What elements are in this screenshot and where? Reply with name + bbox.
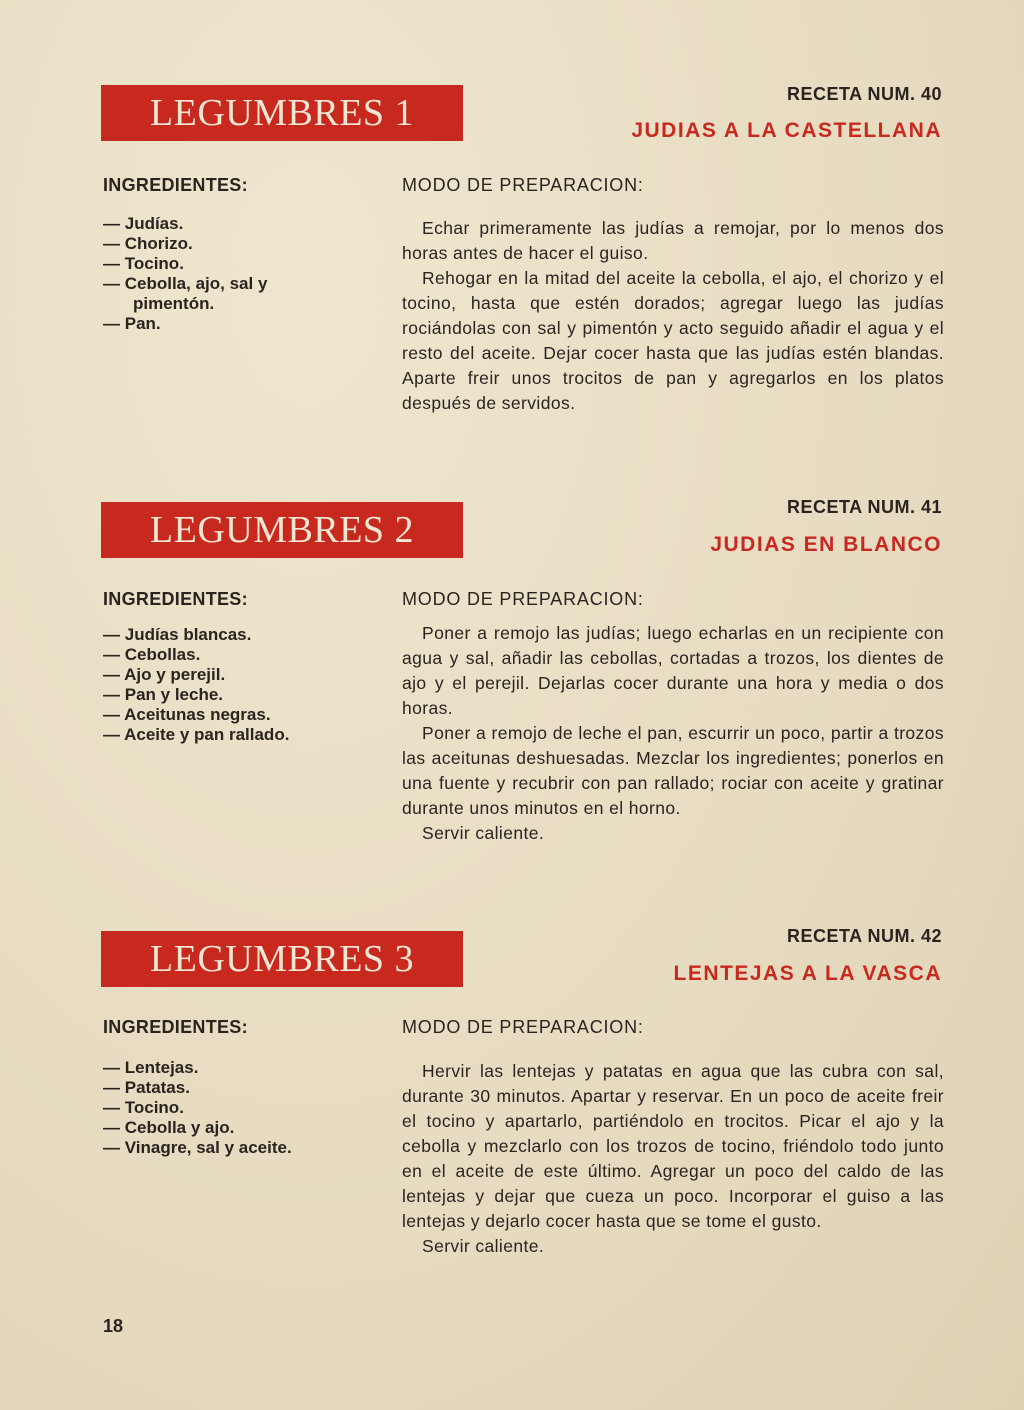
recipe-title: JUDIAS A LA CASTELLANA (631, 119, 942, 142)
recipe-number: RECETA NUM. 40 (786, 84, 942, 104)
ingredients-heading: INGREDIENTES: (103, 589, 248, 609)
preparation-paragraph: Servir caliente. (422, 823, 545, 843)
ingredient-item: — Ajo y perejil. (103, 665, 328, 685)
recipe-number: RECETA NUM. 42 (786, 926, 942, 946)
preparation-text (402, 1059, 944, 1259)
section-banner: LEGUMBRES 1 (101, 85, 463, 141)
recipe-number: RECETA NUM. 41 (786, 497, 942, 517)
preparation-paragraph: Echar primeramente las judías a remojar, por lo menos dos horas antes de hacer el guiso. (402, 218, 944, 263)
ingredients-list (103, 625, 328, 745)
section-banner: LEGUMBRES 3 (101, 931, 463, 987)
preparation-paragraph: Hervir las lentejas y patatas en agua que las cubra con sal, durante 30 minutos. Apartar y reservar. En un poco de aceite freir el tocino y apartarlo, partiéndolo en trocitos. Picar el ajo y la cebolla y mezclarlo con los trozos de tocino, friéndolo todo junto en el aceite de este último. Agregar un poco del caldo de las lentejas y dejar que cueza un poco. Incorporar el guiso a las lentejas y dejarlo cocer hasta que se tome el gusto. (402, 1061, 944, 1231)
ingredient-item: — Tocino. (103, 254, 328, 274)
ingredient-item: — Chorizo. (103, 234, 328, 254)
ingredient-item: — Cebolla, ajo, sal y pimentón. (103, 274, 328, 314)
preparation-paragraph: Poner a remojo las judías; luego echarlas en un recipiente con agua y sal, añadir las cebollas, cortadas a trozos, los dientes de ajo y el perejil. Dejarlas cocer durante una hora y media o dos horas. (402, 623, 944, 718)
ingredient-item: — Pan y leche. (103, 685, 328, 705)
preparation-heading: MODO DE PREPARACION: (402, 1017, 644, 1037)
preparation-paragraph: Poner a remojo de leche el pan, escurrir un poco, partir a trozos las aceitunas deshuesadas. Mezclar los ingredientes; ponerlos en una fuente y recubrir con pan rallado; rociar con aceite y gratinar durante unos minutos en el horno. (402, 723, 944, 818)
preparation-text (402, 216, 944, 416)
recipe-title: JUDIAS EN BLANCO (710, 533, 942, 556)
section-banner: LEGUMBRES 2 (101, 502, 463, 558)
ingredients-heading: INGREDIENTES: (103, 1017, 248, 1037)
preparation-paragraph: Rehogar en la mitad del aceite la cebolla, el ajo, el chorizo y el tocino, hasta que estén dorados; agregar luego las judías rociándolas con sal y pimentón y acto seguido añadir el agua y el resto del aceite. Dejar cocer hasta que las judías estén blandas. Aparte freir unos trocitos de pan y agregarlos en los platos después de servidos. (402, 268, 944, 413)
ingredient-item: — Pan. (103, 314, 328, 334)
ingredient-item: — Cebolla y ajo. (103, 1118, 328, 1138)
ingredient-item: — Aceitunas negras. (103, 705, 328, 725)
preparation-heading: MODO DE PREPARACION: (402, 175, 644, 195)
preparation-paragraph: Servir caliente. (422, 1236, 545, 1256)
ingredient-item: — Aceite y pan rallado. (103, 725, 328, 745)
ingredient-item: — Vinagre, sal y aceite. (103, 1138, 328, 1158)
preparation-heading: MODO DE PREPARACION: (402, 589, 644, 609)
ingredient-item: — Tocino. (103, 1098, 328, 1118)
preparation-text (402, 621, 944, 846)
ingredient-item: — Cebollas. (103, 645, 328, 665)
ingredients-list (103, 1058, 328, 1158)
ingredient-item: — Judías. (103, 214, 328, 234)
recipe-title: LENTEJAS A LA VASCA (673, 962, 942, 985)
ingredient-item: — Judías blancas. (103, 625, 328, 645)
ingredients-heading: INGREDIENTES: (103, 175, 248, 195)
page-number: 18 (103, 1316, 124, 1336)
ingredients-list (103, 214, 328, 334)
ingredient-item: — Patatas. (103, 1078, 328, 1098)
ingredient-item: — Lentejas. (103, 1058, 328, 1078)
